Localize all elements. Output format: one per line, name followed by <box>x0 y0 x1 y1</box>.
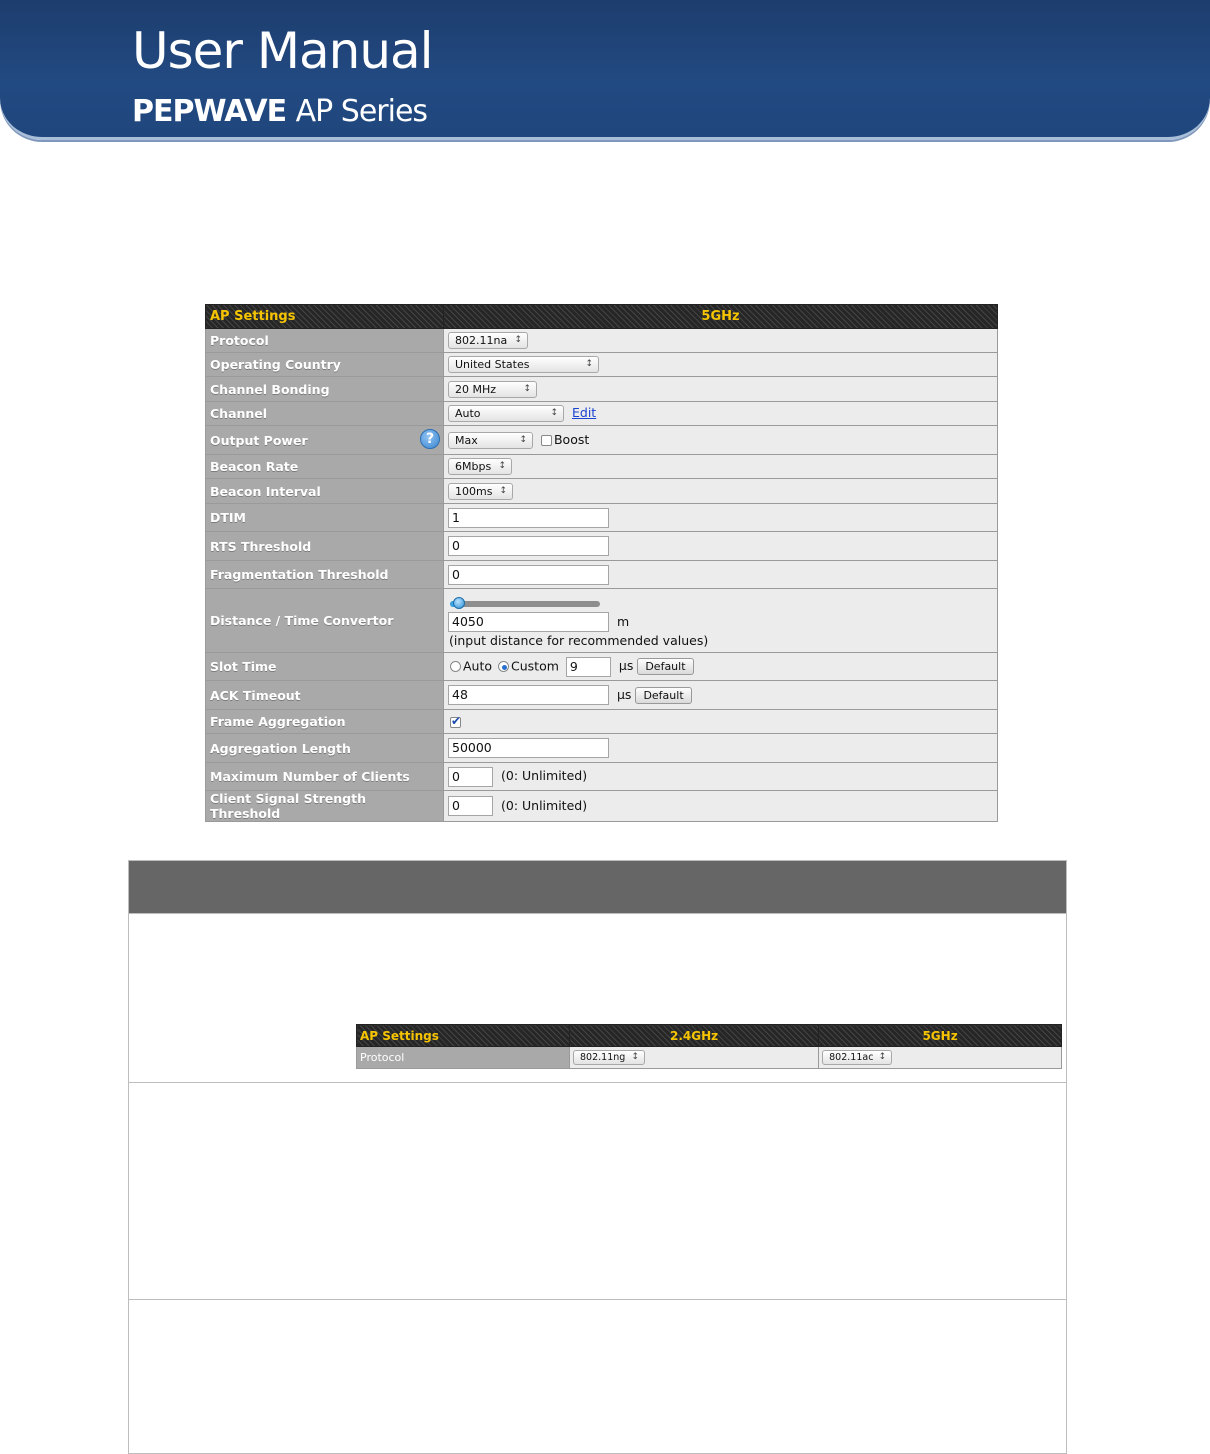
slot-time-input[interactable]: 9 <box>566 657 611 677</box>
frame-agg-label: Frame Aggregation <box>206 710 444 734</box>
beacon-interval-label: Beacon Interval <box>206 479 444 504</box>
protocol-example-band-5: 5GHz <box>819 1025 1062 1047</box>
manual-header-banner <box>0 0 1210 140</box>
settings-header-row <box>206 305 998 329</box>
bonding-select[interactable]: 20 MHz ↕ <box>448 381 537 398</box>
agg-len-label: Aggregation Length <box>206 734 444 763</box>
power-select[interactable]: Max ↕ <box>448 432 533 449</box>
description-row-3 <box>129 1299 1066 1453</box>
frag-input[interactable]: 0 <box>448 565 609 585</box>
description-row-protocol <box>129 913 1066 1082</box>
ack-default-button[interactable]: Default <box>635 687 691 704</box>
protocol-example-header-label: AP Settings <box>357 1025 570 1047</box>
description-table <box>128 860 1067 1454</box>
signal-label: Client Signal Strength Threshold <box>206 791 444 822</box>
frag-label: Fragmentation Threshold <box>206 561 444 589</box>
beacon-rate-select[interactable]: 6Mbps ↕ <box>448 458 512 475</box>
slot-auto-label: Auto <box>463 658 493 673</box>
bonding-label: Channel Bonding <box>206 377 444 402</box>
protocol-example-row <box>357 1047 1062 1069</box>
beacon-rate-row <box>206 455 998 479</box>
power-label: Output Power <box>210 432 308 448</box>
protocol-label: Protocol <box>206 329 444 353</box>
slot-auto-radio[interactable] <box>450 661 461 672</box>
slot-time-unit: μs <box>618 658 634 673</box>
distance-slider-track <box>450 601 600 607</box>
dtim-row <box>206 504 998 532</box>
settings-header-label: AP Settings <box>206 305 444 329</box>
signal-note: (0: Unlimited) <box>500 797 588 813</box>
power-row <box>206 426 998 455</box>
boost-label: Boost <box>553 431 590 447</box>
distance-hint: (input distance for recommended values) <box>449 633 709 648</box>
rts-input[interactable]: 0 <box>448 536 609 556</box>
country-row <box>206 353 998 377</box>
slot-time-label: Slot Time <box>206 653 444 681</box>
protocol-select[interactable]: 802.11na ↕ <box>448 332 528 349</box>
rts-label: RTS Threshold <box>206 532 444 561</box>
beacon-interval-select[interactable]: 100ms ↕ <box>448 483 513 500</box>
protocol-5-select[interactable]: 802.11ac ↕ <box>822 1050 892 1065</box>
agg-len-row <box>206 734 998 763</box>
dtim-label: DTIM <box>206 504 444 532</box>
ack-input[interactable]: 48 <box>448 685 609 705</box>
slot-time-row <box>206 653 998 681</box>
distance-row <box>206 589 998 653</box>
protocol-24-select[interactable]: 802.11ng ↕ <box>573 1050 645 1065</box>
description-row-2 <box>129 1082 1066 1299</box>
protocol-example-table <box>356 1024 1062 1069</box>
beacon-rate-label: Beacon Rate <box>206 455 444 479</box>
product-subtitle <box>132 94 427 129</box>
max-clients-note: (0: Unlimited) <box>500 768 588 783</box>
settings-band-label: 5GHz <box>444 305 998 329</box>
max-clients-label: Maximum Number of Clients <box>206 763 444 791</box>
country-label: Operating Country <box>206 353 444 377</box>
distance-slider-thumb[interactable] <box>453 597 465 609</box>
distance-input[interactable]: 4050 <box>448 612 609 632</box>
distance-slider[interactable] <box>450 598 600 608</box>
boost-checkbox[interactable] <box>541 435 552 446</box>
ap-settings-table <box>205 304 998 822</box>
beacon-interval-row <box>206 479 998 504</box>
frame-agg-row <box>206 710 998 734</box>
bonding-row <box>206 377 998 402</box>
slot-default-button[interactable]: Default <box>637 658 693 675</box>
power-label-cell <box>206 426 444 455</box>
channel-row <box>206 402 998 426</box>
dtim-input[interactable]: 1 <box>448 508 609 528</box>
frame-agg-checkbox[interactable] <box>450 717 461 728</box>
protocol-example-header <box>357 1025 1062 1047</box>
agg-len-input[interactable]: 50000 <box>448 738 609 758</box>
manual-title: User Manual <box>132 22 433 80</box>
ack-unit: μs <box>616 686 632 702</box>
help-icon[interactable]: ? <box>420 429 440 449</box>
description-header <box>129 861 1066 913</box>
frag-row <box>206 561 998 589</box>
channel-select[interactable]: Auto ↕ <box>448 405 564 422</box>
distance-unit: m <box>616 613 630 629</box>
ack-label: ACK Timeout <box>206 681 444 710</box>
max-clients-input[interactable]: 0 <box>448 767 493 787</box>
max-clients-row <box>206 763 998 791</box>
channel-edit-link[interactable]: Edit <box>571 405 597 420</box>
product-series: AP Series <box>295 94 428 129</box>
country-select[interactable]: United States ↕ <box>448 356 599 373</box>
ack-row <box>206 681 998 710</box>
slot-custom-radio[interactable] <box>498 661 509 672</box>
protocol-example-band-24: 2.4GHz <box>570 1025 819 1047</box>
rts-row <box>206 532 998 561</box>
slot-custom-label: Custom <box>511 658 559 673</box>
protocol-example-label: Protocol <box>357 1047 570 1069</box>
signal-row <box>206 791 998 822</box>
protocol-row <box>206 329 998 353</box>
distance-label: Distance / Time Convertor <box>206 589 444 653</box>
signal-input[interactable]: 0 <box>448 796 493 816</box>
brand-name: PEPWAVE <box>132 94 287 129</box>
channel-label: Channel <box>206 402 444 426</box>
